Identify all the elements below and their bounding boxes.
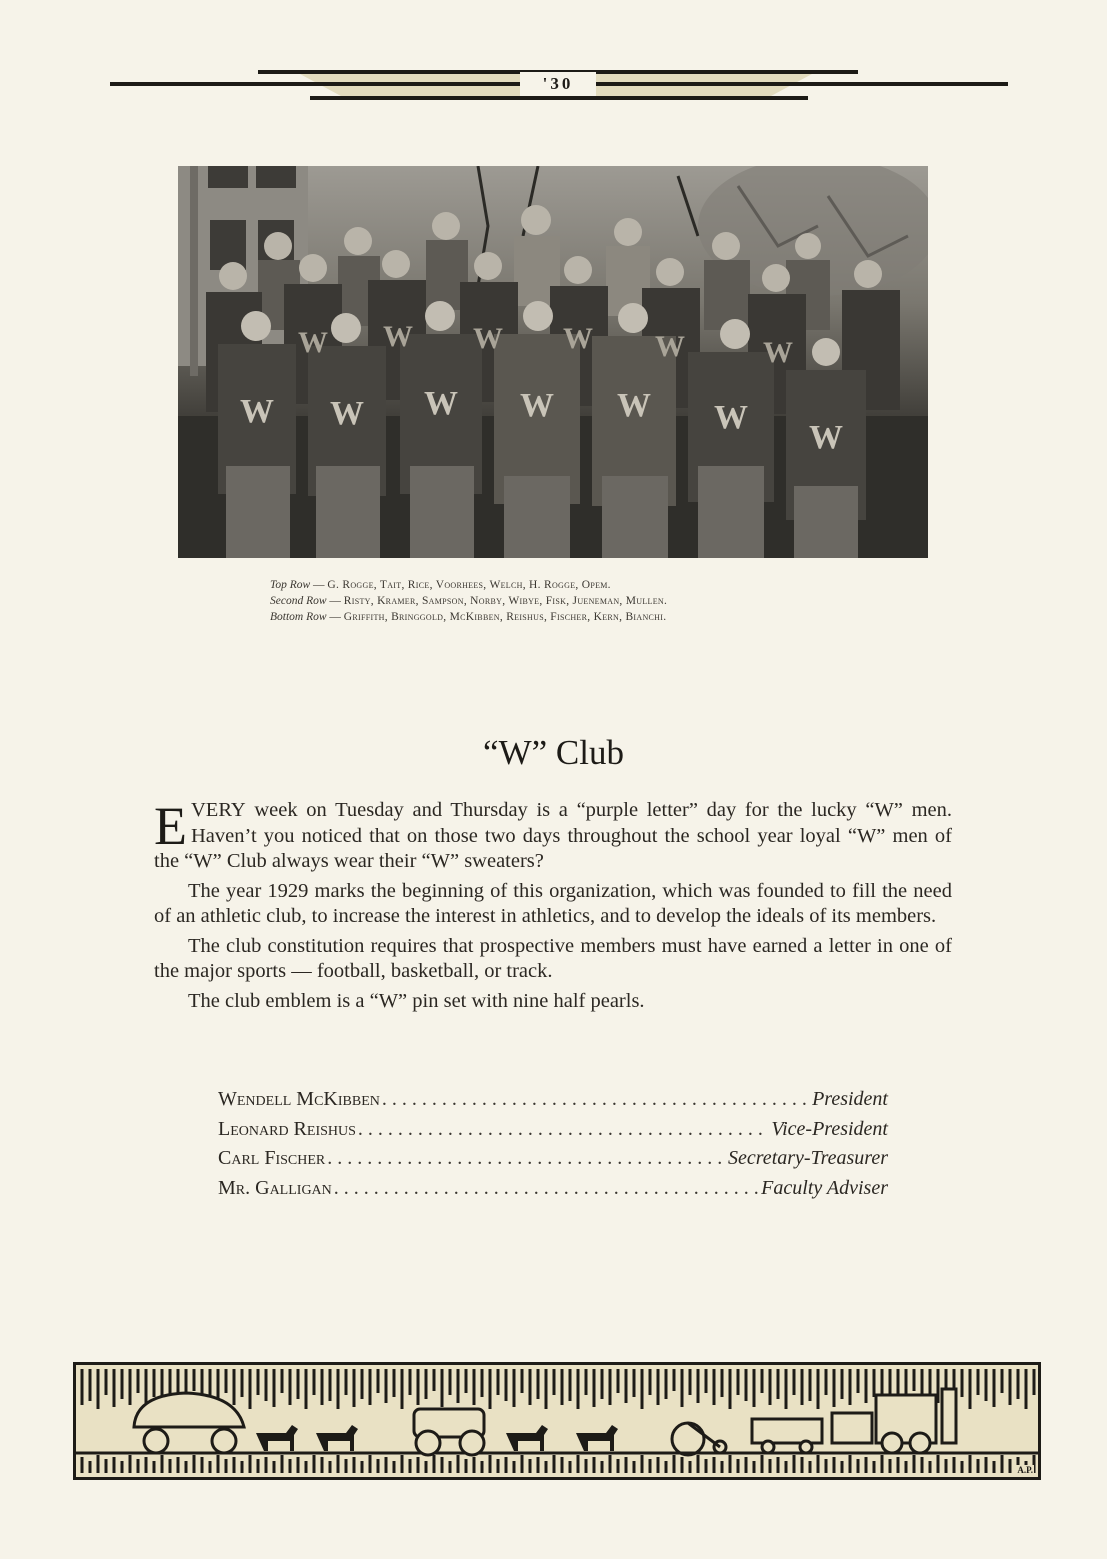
svg-text:W: W (617, 387, 651, 424)
officer-role: Vice-President (771, 1117, 888, 1140)
paragraph-emblem: The club emblem is a “W” pin set with nine half pearls. (188, 989, 645, 1012)
lead-word: VERY (191, 799, 246, 821)
officer-row (218, 1115, 888, 1145)
artist-signature: A.P. (1017, 1465, 1033, 1475)
group-photo-icon (178, 166, 928, 558)
caption-row-names: Griffith, Bringgold, McKibben, Reishus, Fischer, Kern, Bianchi. (343, 611, 667, 623)
group-photo (178, 166, 928, 558)
svg-text:W: W (714, 399, 748, 436)
leader-dots (334, 1174, 759, 1204)
svg-text:W: W (424, 385, 458, 422)
svg-text:W: W (809, 419, 843, 456)
svg-text:W: W (298, 326, 328, 359)
paragraph-founding: The year 1929 marks the beginning of this organization, which was founded to fill the need of an athletic club, to increase the interest in athletics, and to develop the ideals of its members. (154, 879, 952, 927)
caption-row-names: G. Rogge, Tait, Rice, Voorhees, Welch, H. Rogge, Opem. (327, 579, 611, 591)
leader-dots (382, 1085, 810, 1115)
photo-caption (270, 577, 870, 625)
svg-text:W: W (520, 387, 554, 424)
page-title: “W” Club (483, 733, 624, 772)
transport-frieze-icon (76, 1365, 1038, 1477)
officer-name: Leonard Reishus (218, 1117, 356, 1140)
svg-text:W: W (383, 320, 413, 353)
officer-name: Carl Fischer (218, 1147, 326, 1169)
officers-list (218, 1085, 888, 1203)
leader-dots (358, 1115, 769, 1145)
officer-name: Mr. Galligan (218, 1176, 332, 1199)
svg-text:W: W (763, 336, 793, 369)
officer-row (218, 1144, 888, 1174)
svg-text:W: W (563, 322, 593, 355)
article-body (154, 798, 952, 1018)
paragraph-text: week on Tuesday and Thursday is a “purple letter” day for the lucky “W” men. Haven’t you noticed that on those two days throughout the school year loyal “W” men of the “W” Club always wear their “W” sweaters? (154, 799, 952, 872)
header-rule-right (596, 82, 1008, 86)
caption-row-second: Second Row — Risty, Kramer, Sampson, Norby, Wibye, Fisk, Jueneman, Mullen. (270, 595, 668, 607)
leader-dots (327, 1144, 726, 1174)
caption-row-top: Top Row — G. Rogge, Tait, Rice, Voorhees, Welch, H. Rogge, Opem. (270, 579, 611, 591)
officer-row (218, 1174, 888, 1204)
header-rule-left (110, 82, 520, 86)
officer-name: Wendell McKibben (218, 1088, 380, 1110)
caption-row-label: Top Row (270, 579, 311, 591)
officer-role: President (812, 1088, 888, 1110)
page-year: '30 (520, 72, 596, 96)
svg-text:W: W (473, 322, 503, 355)
caption-row-label: Bottom Row (270, 611, 327, 623)
caption-row-names: Risty, Kramer, Sampson, Norby, Wibye, Fisk, Jueneman, Mullen. (343, 595, 668, 607)
svg-text:W: W (655, 330, 685, 363)
officer-role: Secretary-Treasurer (728, 1147, 888, 1169)
svg-text:W: W (240, 393, 274, 430)
officer-row (218, 1085, 888, 1115)
paragraph-constitution: The club constitution requires that prospective members must have earned a letter in one of the major sports — football, basketball, or track. (154, 934, 952, 982)
svg-text:W: W (330, 395, 364, 432)
drop-cap: E (154, 796, 187, 856)
decorative-frieze (73, 1362, 1041, 1480)
caption-row-label: Second Row (270, 595, 327, 607)
caption-row-bottom: Bottom Row — Griffith, Bringgold, McKibben, Reishus, Fischer, Kern, Bianchi. (270, 611, 667, 623)
officer-role: Faculty Adviser (761, 1176, 888, 1199)
header-rule-bottom (310, 96, 808, 100)
paragraph-intro (154, 798, 952, 875)
page-header (0, 60, 1107, 110)
